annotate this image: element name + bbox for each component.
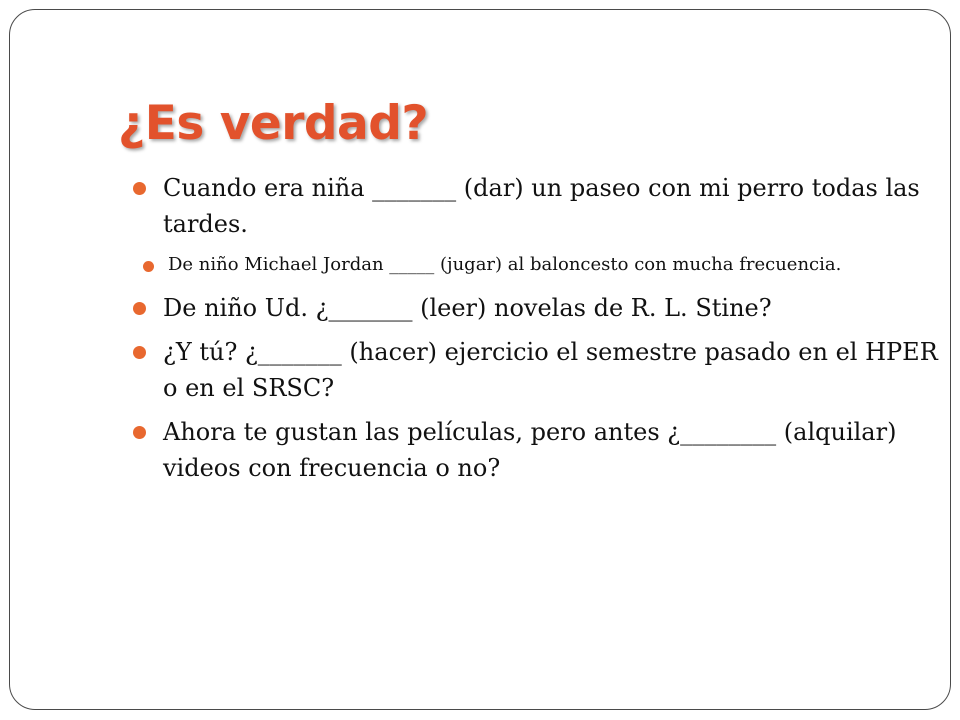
- bullet-text: Cuando era niña _______ (dar) un paseo con mi perro todas las tardes.: [163, 174, 920, 238]
- bullet-item-4: [128, 334, 938, 406]
- bullet-dot-icon: [133, 346, 146, 359]
- bullet-item-5: [128, 414, 938, 486]
- bullet-item-1: [128, 170, 938, 242]
- bullet-dot-icon: [143, 261, 154, 272]
- bullet-item-2: [128, 250, 938, 280]
- bullet-text: De niño Michael Jordan _____ (jugar) al baloncesto con mucha frecuencia.: [168, 254, 842, 275]
- slide-frame: [9, 9, 951, 710]
- bullet-dot-icon: [133, 302, 146, 315]
- slide-title: ¿Es verdad?: [118, 96, 429, 151]
- bullet-text: ¿Y tú? ¿_______ (hacer) ejercicio el semestre pasado en el HPER o en el SRSC?: [163, 338, 938, 402]
- bullet-list: [128, 170, 938, 494]
- bullet-text: Ahora te gustan las películas, pero antes ¿________ (alquilar) videos con frecuencia o no?: [163, 418, 897, 482]
- bullet-item-3: [128, 290, 938, 326]
- bullet-text: De niño Ud. ¿_______ (leer) novelas de R. L. Stine?: [163, 294, 772, 322]
- bullet-dot-icon: [133, 182, 146, 195]
- bullet-dot-icon: [133, 426, 146, 439]
